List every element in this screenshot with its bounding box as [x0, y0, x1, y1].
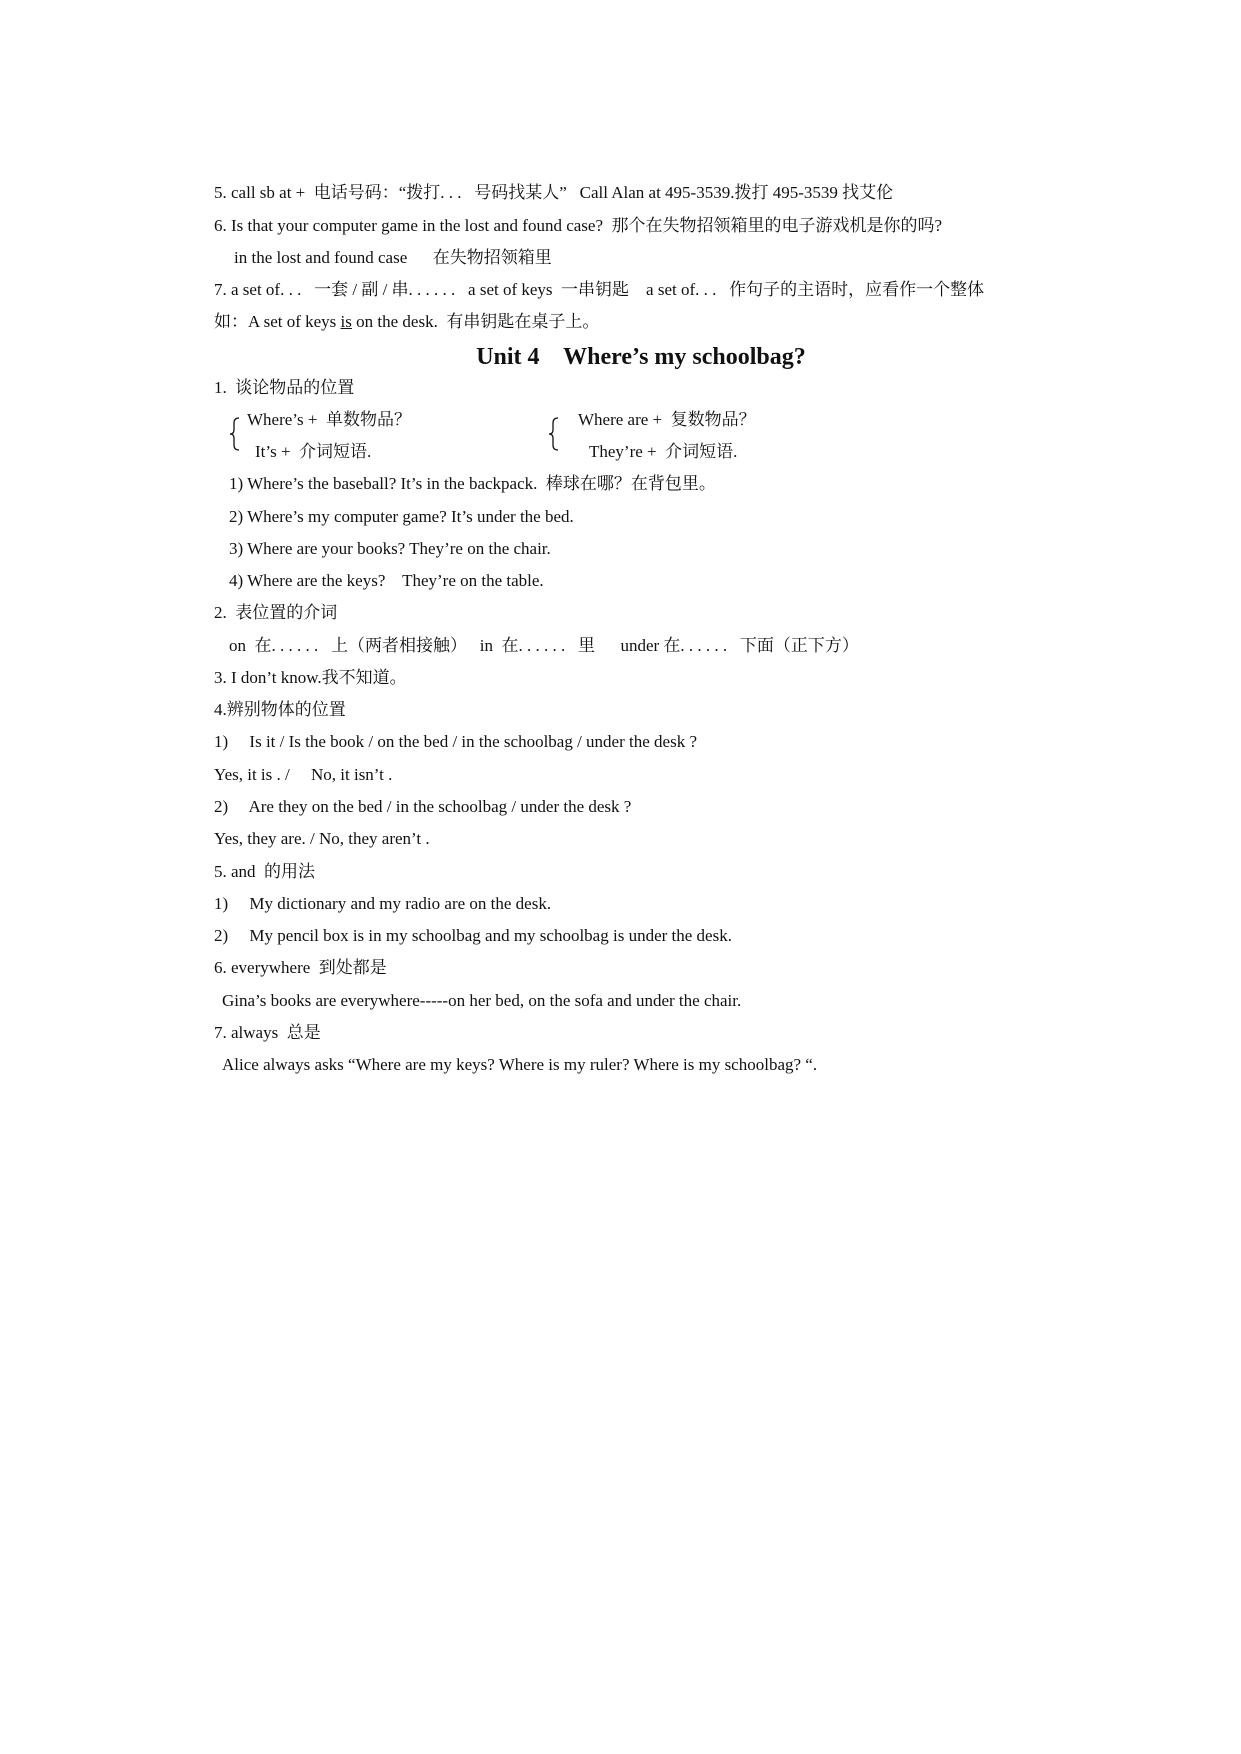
section5-heading: 5. and 的用法	[214, 862, 316, 881]
section2-heading: 2. 表位置的介词	[214, 603, 338, 622]
right-brace-icon	[549, 417, 558, 451]
note-lost-found-phrase: in the lost and found case 在失物招领箱里	[234, 248, 552, 267]
unit-title: Unit 4 Where’s my schoolbag?	[476, 344, 806, 370]
section3-line: 3. I don’t know.我不知道。	[214, 668, 407, 687]
example-1: 1) Where’s the baseball? It’s in the backpack. 棒球在哪？在背包里。	[229, 474, 716, 493]
plural-answer-pattern: They’re + 介词短语.	[589, 442, 738, 461]
note-lost-found: 6. Is that your computer game in the lost and found case? 那个在失物招领箱里的电子游戏机是你的吗?	[214, 216, 943, 235]
section7-heading: 7. always 总是	[214, 1023, 321, 1042]
singular-yes-no-question: 1) Is it / Is the book / on the bed / in the schoolbag / under the desk ?	[214, 732, 697, 751]
note-set-of-example	[214, 310, 599, 334]
left-brace-icon	[230, 417, 239, 451]
plural-yes-no-answer: Yes, they are. / No, they aren’t .	[214, 829, 430, 848]
example-part1: 如：A set of keys	[214, 312, 341, 331]
and-example-2: 2) My pencil box is in my schoolbag and my schoolbag is under the desk.	[214, 926, 732, 945]
example-3: 3) Where are your books? They’re on the chair.	[229, 539, 551, 558]
singular-answer-pattern: It’s + 介词短语.	[255, 442, 372, 461]
section6-heading: 6. everywhere 到处都是	[214, 958, 387, 977]
singular-yes-no-answer: Yes, it is . / No, it isn’t .	[214, 765, 393, 784]
always-example: Alice always asks “Where are my keys? Where is my ruler? Where is my schoolbag? “.	[222, 1055, 818, 1074]
section4-heading: 4.辨别物体的位置	[214, 700, 346, 719]
everywhere-example: Gina’s books are everywhere-----on her bed, on the sofa and under the chair.	[222, 991, 742, 1010]
section1-heading: 1. 谈论物品的位置	[214, 378, 355, 397]
example-underlined-is: is	[340, 312, 352, 331]
example-2: 2) Where’s my computer game? It’s under the bed.	[229, 507, 574, 526]
example-4: 4) Where are the keys? They’re on the table.	[229, 571, 544, 590]
note-set-of: 7. a set of. . . 一套 / 副 / 串. . . . . . a set of keys 一串钥匙 a set of. . . 作句子的主语时，应看作一个整体	[214, 280, 985, 299]
plural-question-pattern: Where are + 复数物品？	[578, 410, 756, 429]
example-part2: on the desk. 有串钥匙在桌子上。	[351, 312, 600, 331]
and-example-1: 1) My dictionary and my radio are on the desk.	[214, 894, 552, 913]
prepositions-line: on 在. . . . . . 上（两者相接触） in 在. . . . . . 里 under 在. . . . . . 下面（正下方）	[229, 636, 859, 655]
plural-yes-no-question: 2) Are they on the bed / in the schoolbag / under the desk ?	[214, 797, 632, 816]
note-call-sb: 5. call sb at + 电话号码：“拨打. . . 号码找某人” Call Alan at 495-3539.拨打 495-3539 找艾伦	[214, 183, 894, 202]
singular-question-pattern: Where’s + 单数物品？	[247, 410, 411, 429]
